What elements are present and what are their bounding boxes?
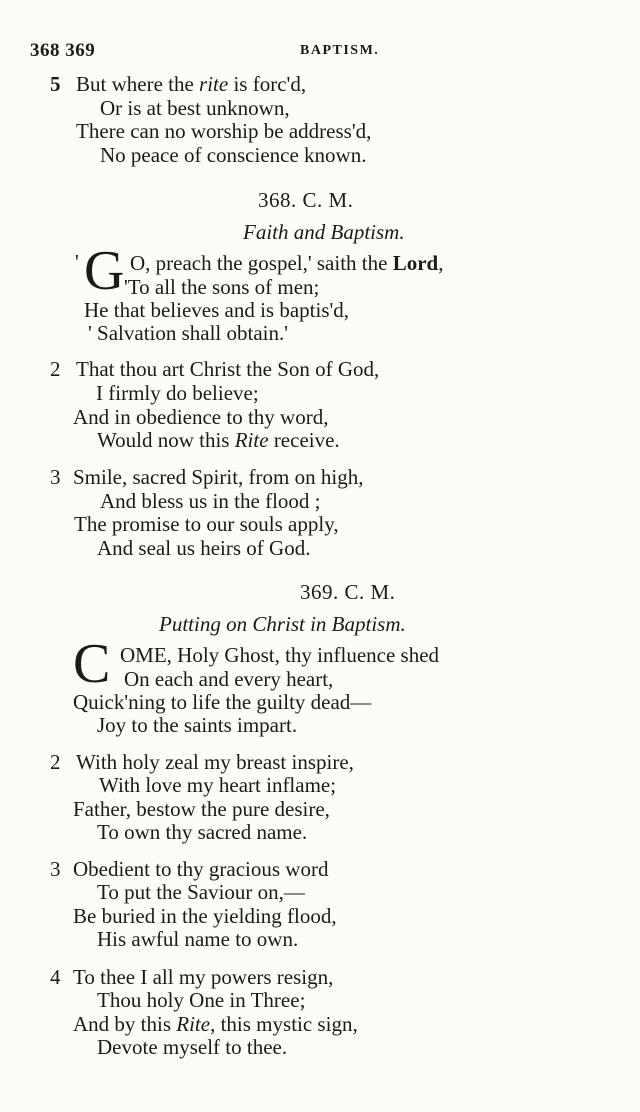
hymn-368-heading: 368. C. M.	[258, 188, 354, 212]
verse-line: On each and every heart,	[124, 667, 334, 691]
drop-cap: C	[73, 633, 111, 695]
page-header	[30, 40, 620, 64]
verse-line: I firmly do believe;	[96, 381, 259, 405]
verse-line: He that believes and is baptis'd,	[84, 298, 350, 322]
verse-line: OME, Holy Ghost, thy influence shed	[120, 643, 440, 667]
stanza-number: 2	[50, 357, 61, 381]
verse-line: Quick'ning to life the guilty dead—	[73, 690, 372, 714]
verse-line: And by this Rite, this mystic sign,	[73, 1012, 358, 1036]
verse-line: And seal us heirs of God.	[97, 536, 311, 560]
hymn-369-heading: 369. C. M.	[300, 580, 396, 604]
verse-line: His awful name to own.	[97, 927, 299, 951]
verse-line: 'To all the sons of men;	[124, 275, 320, 299]
drop-cap: G	[84, 240, 125, 302]
verse-line: Smile, sacred Spirit, from on high,	[73, 465, 364, 489]
stanza-number: 5	[50, 72, 61, 96]
verse-line: With love my heart inflame;	[99, 773, 337, 797]
page-numbers: 368 369	[30, 40, 96, 61]
verse-line: And in obedience to thy word,	[73, 405, 329, 429]
verse-line: Obedient to thy gracious word	[73, 857, 329, 881]
stanza-number: 2	[50, 750, 61, 774]
hymn-369-subtitle: Putting on Christ in Baptism.	[159, 612, 406, 636]
hymn-368-subtitle: Faith and Baptism.	[243, 220, 405, 244]
open-quote: '	[75, 250, 79, 274]
verse-line: But where the rite is forc'd,	[76, 72, 307, 96]
stanza-number: 4	[50, 965, 61, 989]
verse-line: To put the Saviour on,—	[97, 880, 305, 904]
verse-line: And bless us in the flood ;	[100, 489, 321, 513]
verse-line: Be buried in the yielding flood,	[73, 904, 337, 928]
verse-line: Thou holy One in Three;	[97, 988, 306, 1012]
verse-line: Would now this Rite receive.	[97, 428, 340, 452]
verse-line: Joy to the saints impart.	[97, 713, 298, 737]
verse-line: Father, bestow the pure desire,	[73, 797, 330, 821]
verse-line: Or is at best unknown,	[100, 96, 290, 120]
verse-line: Devote myself to thee.	[97, 1035, 288, 1059]
verse-line: To own thy sacred name.	[97, 820, 308, 844]
verse-line: ' Salvation shall obtain.'	[88, 321, 289, 345]
verse-line: To thee I all my powers resign,	[73, 965, 334, 989]
stanza-number: 3	[50, 857, 61, 881]
verse-line: O, preach the gospel,' saith the Lord,	[130, 251, 444, 275]
stanza-number: 3	[50, 465, 61, 489]
verse-line: With holy zeal my breast inspire,	[76, 750, 354, 774]
verse-line: No peace of conscience known.	[100, 143, 367, 167]
verse-line: That thou art Christ the Son of God,	[76, 357, 380, 381]
running-title: BAPTISM.	[300, 43, 380, 58]
verse-line: There can no worship be address'd,	[76, 119, 372, 143]
verse-line: The promise to our souls apply,	[74, 512, 339, 536]
